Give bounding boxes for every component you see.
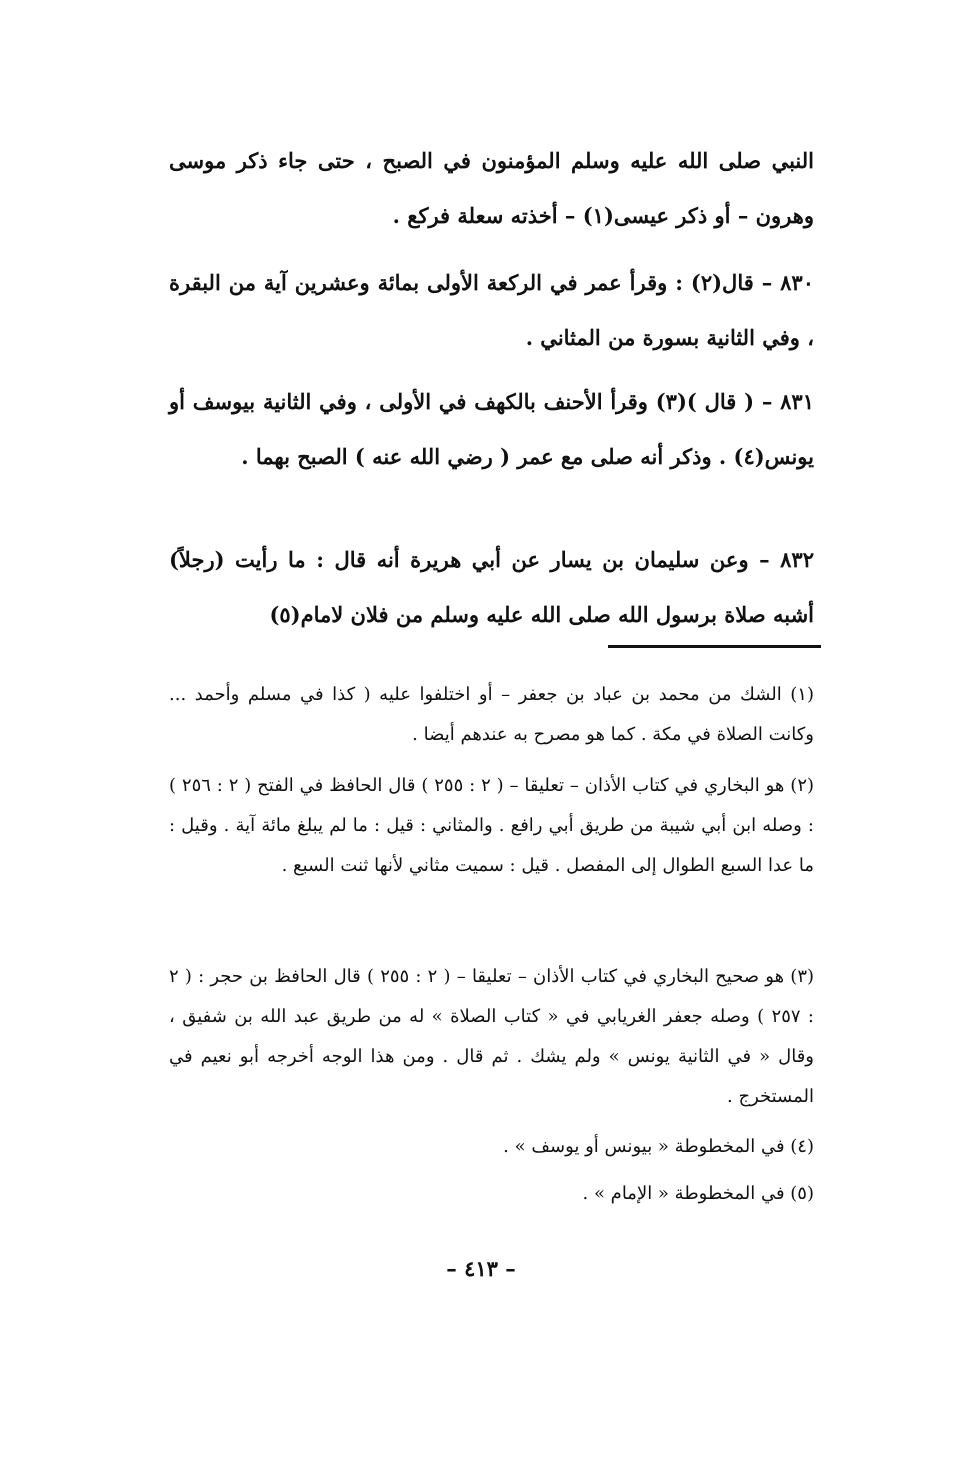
main-paragraph: ٨٣٢ – وعن سليمان بن يسار عن أبي هريرة أنه قال : ما رأيت (رجلاً) أشبه صلاة برسول الله صلى الله عليه وسلم من فلان لامام(٥) bbox=[169, 547, 814, 627]
page-number: – ٤١٣ – bbox=[446, 1256, 516, 1281]
footnote: (٢) هو البخاري في كتاب الأذان – تعليقا – ( ٢ : ٢٥٥ ) قال الحافظ في الفتح ( ٢ : ٢٥٦ ) : وصله ابن أبي شيبة من طريق أبي رافع . والمثاني : قيل : ما لم يبلغ مائة آية . وقيل : ما عدا السبع الطوال إلى المفصل . قيل : سميت مثاني لأنها ثنت السبع . bbox=[169, 775, 815, 876]
main-paragraph: ٨٣١ – ( قال )(٣) وقرأ الأحنف بالكهف في الأولى ، وفي الثانية بيوسف أو يونس(٤) . وذكر أنه صلى مع عمر ( رضي الله عنه ) الصبح بهما . bbox=[169, 389, 814, 469]
main-paragraph: ٨٣٠ – قال(٢) : وقرأ عمر في الركعة الأولى بمائة وعشرين آية من البقرة ، وفي الثانية بسورة من المثاني . bbox=[169, 270, 814, 350]
footnote: (٥) في المخطوطة « الإمام » . bbox=[582, 1183, 814, 1204]
footnote: (٣) هو صحيح البخاري في كتاب الأذان – تعليقا – ( ٢ : ٢٥٥ ) قال الحافظ بن حجر : ( ٢ : ٢٥٧ ) وصله جعفر الغريابي في « كتاب الصلاة » له من طريق عبد الله بن شفيق ، وقال « في الثانية يونس » ولم يشك . ثم قال . ومن هذا الوجه أخرجه أبو نعيم في المستخرج . bbox=[169, 966, 815, 1107]
footnote: (٤) في المخطوطة « بيونس أو يوسف » . bbox=[503, 1136, 814, 1157]
footnote-separator bbox=[608, 645, 821, 648]
main-paragraph: النبي صلى الله عليه وسلم المؤمنون في الصبح ، حتى جاء ذكر موسى وهرون – أو ذكر عيسى(١) – أخذته سعلة فركع . bbox=[169, 148, 814, 228]
footnote: (١) الشك من محمد بن عباد بن جعفر – أو اختلفوا عليه ( كذا في مسلم وأحمد ... وكانت الصلاة في مكة . كما هو مصرح به عندهم أيضا . bbox=[169, 684, 814, 745]
